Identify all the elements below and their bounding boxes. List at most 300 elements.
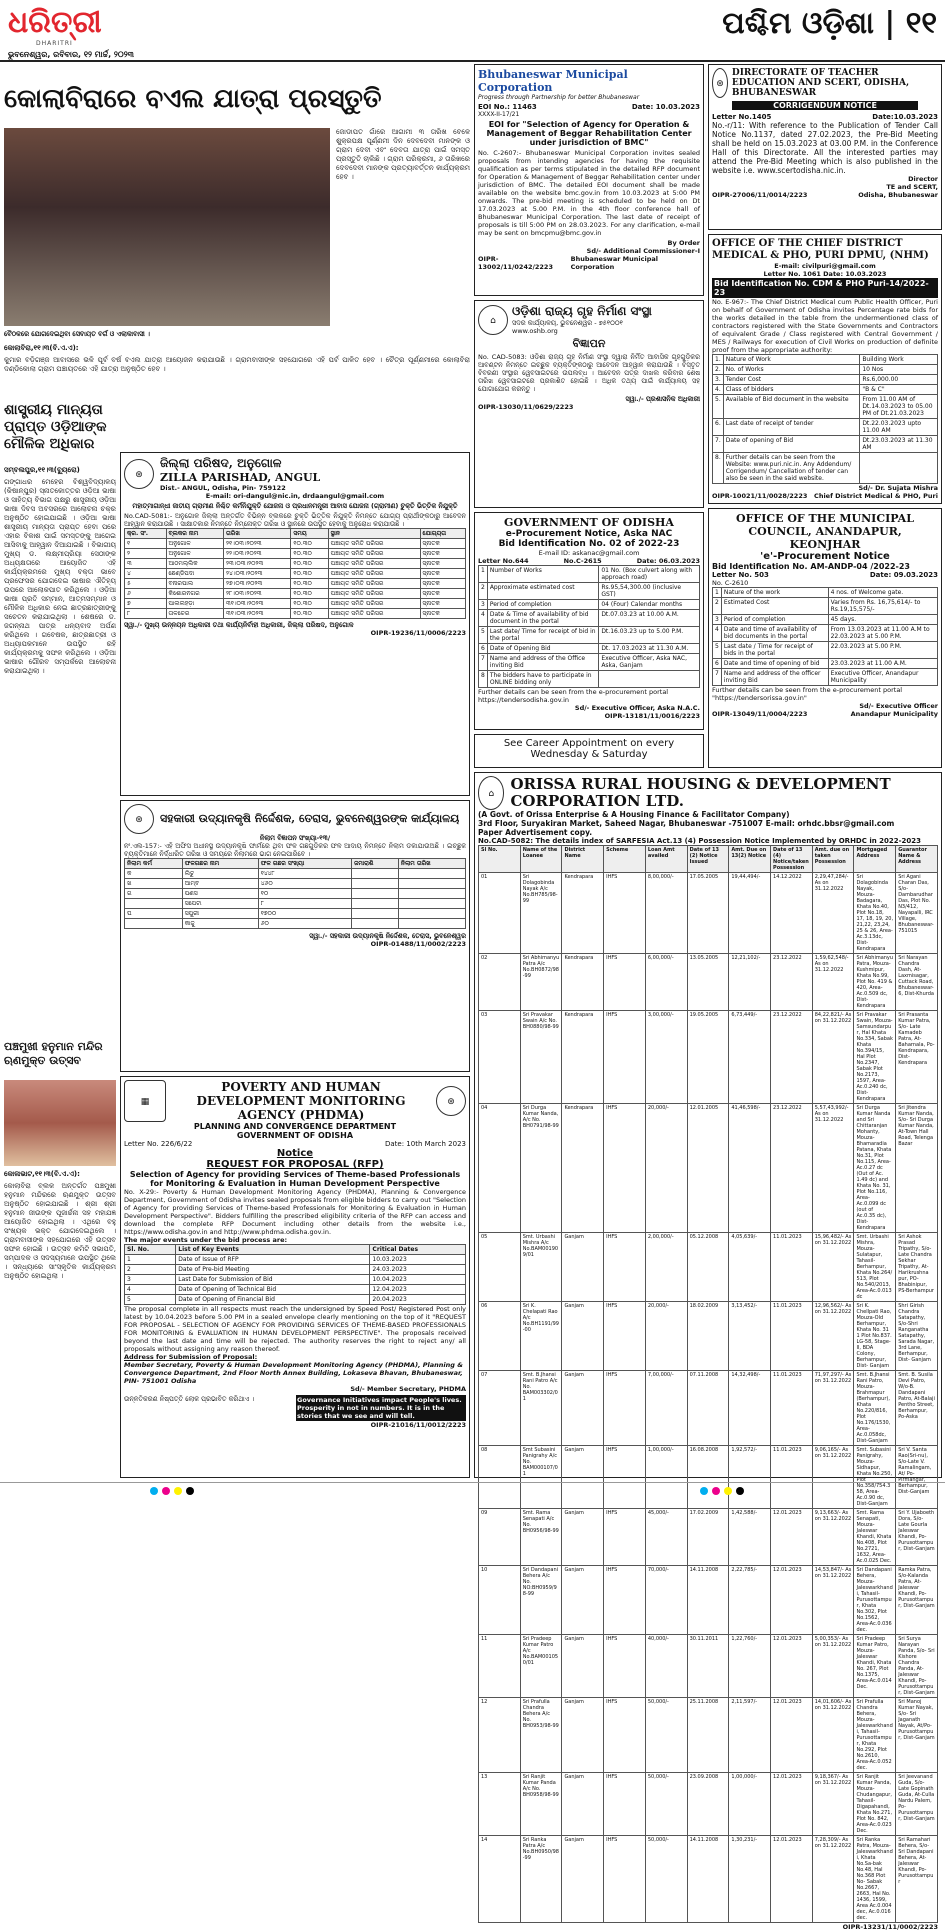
table-cell: ୧୦.୩୦ <box>291 609 328 619</box>
table-row <box>713 365 938 375</box>
table-cell: 70,000/- <box>645 1566 687 1635</box>
table-cell: 22.03.2023 at 5.00 P.M. <box>828 642 937 659</box>
table-row <box>479 1698 938 1773</box>
career-line2: Wednesday & Saturday <box>530 749 648 760</box>
table-cell: Ganjam <box>562 1509 604 1566</box>
table-row <box>125 1285 466 1295</box>
table-cell: 7,28,309/- As on 31.12.2022 <box>812 1836 854 1923</box>
table-row <box>713 419 938 436</box>
zp-sub: ମହାତ୍ମାଗାନ୍ଧୀ ଜାତୀୟ ଗ୍ରାମୀଣ ନିଶ୍ଚିତ କର୍ମନିଯୁକ୍ତି ଯୋଜନା ଓ ପ୍ରଧାନମନ୍ତ୍ରୀ ଆବାସ ଯୋଜନା (ଗ୍ରାମୀଣ) ଚୁକ୍ତି ଭିତ୍ତିକ ନିଯୁକ୍ତି <box>132 502 458 510</box>
table-cell: ପଞ୍ଚାୟତ ସମିତି ପରିସର <box>328 579 420 589</box>
table-cell: 9,06,165/- As on 31.12.2022 <box>812 1446 854 1509</box>
table-cell: ସ୍ନାତକ <box>420 579 466 589</box>
table-row <box>125 539 466 549</box>
cdmo-letter: Letter No. 1061 Date: 10.03.2023 <box>763 270 887 278</box>
orhdc-details: No.CAD-5082: The details index of SARFESIA Act.13 (4) Possession Notice Implemented by ORHDC in 2022-2023 <box>478 837 922 845</box>
table-cell: ଆଠମଲ୍ଲିକ <box>166 559 223 569</box>
table-row <box>713 436 938 453</box>
coop-title: ସହକାରୀ ଉଦ୍ୟାନକୃଷି ନିର୍ଦ୍ଦେଶକ, ତେରାସ, ଭୁବନେଶ୍ୱରଙ୍କ କାର୍ଯ୍ୟାଳୟ <box>160 812 460 825</box>
story3-body: କୋଲାବିରା ବ୍ଲକ ଅନ୍ତର୍ଗତ ପଞ୍ଚମୁଖୀ ହନୁମାନ ମନ୍ଦିରରେ ଋଣମୁକ୍ତ ଉତ୍ସବ ଅନୁଷ୍ଠିତ ହୋଇଯାଇଛି । ଶ୍ରୀ ଶ୍ରୀ ହନୁମାନ ଜୀଉଙ୍କ ପୂଜାର୍ଚ୍ଚନା ସହ ମହାଯଜ୍ଞ ଆୟୋଜିତ ହୋଇଥିଲା । ଏଥିରେ ବହୁ ସଂଖ୍ୟକ ଭକ୍ତ ଯୋଗଦେଇଥିଲେ । ଗ୍ରାମବାସୀଙ୍କ ସହଯୋଗରେ ଏହି ଉତ୍ସବ ସଫଳ ହୋଇଛି । ଉତ୍ସବ କମିଟି ସଭାପତି, ସମ୍ପାଦକ ଓ ସଦସ୍ୟମାନେ ଉପସ୍ଥିତ ଥିଲେ । ସନ୍ଧ୍ୟାରେ ସାଂସ୍କୃତିକ କାର୍ଯ୍ୟକ୍ରମ ଅନୁଷ୍ଠିତ ହୋଇଥିଲା । <box>4 1182 116 1280</box>
ohb-body: No. CAD-5083: ଓଡ଼ିଶା ରାଜ୍ୟ ଗୃହ ନିର୍ମାଣ ସଂସ୍ଥା ଦ୍ୱାରା ନିର୍ମିତ ଆବାସିକ ଗୃହଗୁଡ଼ିକର ଆବଣ୍ଟନ ନିମନ୍ତେ ଇଚ୍ଛୁକ ବ୍ୟକ୍ତିଙ୍କଠାରୁ ଆବେଦନ ଆହ୍ୱାନ କରାଯାଉଛି । ବିସ୍ତୃତ ବିବରଣୀ ସଂସ୍ଥାର ୱେବସାଇଟରେ ଉପଲବ୍ଧ । ଆବେଦନ ପତ୍ର ଦାଖଲ କରିବାର ଶେଷ ତାରିଖ ୱେବସାଇଟରେ ପ୍ରକାଶିତ ହୋଇଛି । ଅଧିକ ତଥ୍ୟ ପାଇଁ କାର୍ଯ୍ୟାଳୟ ସହ ଯୋଗାଯୋଗ କରନ୍ତୁ । <box>478 353 700 393</box>
section-title: ପଶ୍ଚିମ ଓଡ଼ିଶା | ୧୧ <box>722 6 937 41</box>
dateline: ଭୁବନେଶ୍ୱର, ରବିବାର, ୧୨ ମାର୍ଚ୍ଚ, ୨୦୨୩ <box>8 50 134 59</box>
table-cell: Date of Issue of RFP <box>176 1255 370 1265</box>
zp-dist: Dist.- ANGUL, Odisha, Pin- 759122 <box>160 484 286 492</box>
table-row <box>125 889 466 899</box>
table-cell: 1,00,000/- <box>645 1446 687 1509</box>
table-cell: 07.11.2008 <box>687 1371 729 1446</box>
table-cell: 1,59,62,548/- As on 31.12.2022 <box>812 954 854 1011</box>
table-cell: Sri Prafulla Chandra Behera A/c No. BH0953/98-99 <box>520 1698 562 1773</box>
table-cell: ୩୧।୦୩।୨୦୨୩ <box>224 609 291 619</box>
table-cell <box>352 879 399 889</box>
table-cell: Class of bidders <box>723 385 860 395</box>
black-registration-mark <box>736 1487 744 1495</box>
table-header-cell: Guarantor Name & Address <box>896 846 938 873</box>
table-cell: 11.01.2023 <box>771 1446 813 1509</box>
orhdc-addr: 3rd Floor, Suryakiran Market, Saheed Nagar, Bhubaneswar -751007 E-mail: orhdc.bbsr@gmail.com <box>478 819 895 828</box>
table-row <box>125 609 466 619</box>
table-cell: Sri Pradeep Kumar Patro, Mouza-Jaleswar Khandi, Khata No. 267, Plot No.1375, Area-Ac.0.014 Dec. <box>854 1635 896 1698</box>
table-cell: ୧୦.୩୦ <box>291 589 328 599</box>
table-cell: Date & Time of availability of bid document in the portal <box>487 610 598 627</box>
table-cell: ସ୍ନାତକ <box>420 539 466 549</box>
table-cell: 12.01.2023 <box>771 1509 813 1566</box>
table-cell: Sri Ranka Patra A/c No.BH0950/98-99 <box>520 1836 562 1923</box>
table-cell: ଅନୁଗୋଳ <box>166 539 223 549</box>
table-cell <box>352 889 399 899</box>
table-header-cell: Scheme <box>604 846 646 873</box>
bmc-tag: Progress through Partnership for better Bhubaneswar <box>478 94 640 101</box>
cyan-registration-mark <box>150 1487 158 1495</box>
table-header-cell: District Name <box>562 846 604 873</box>
table-cell: 2,29,47,284/- As on 31.12.2022 <box>812 873 854 954</box>
table-row <box>479 1233 938 1302</box>
table-cell: 13 <box>479 1773 521 1836</box>
table-cell: ଛେଣ୍ଡିପଦା <box>166 569 223 579</box>
orhdc-table <box>478 845 938 1923</box>
table-cell: Sri Dandapani Behera, Mouza-Jaleswarkhandi, Tahasil-Purusottampur, Khata No.302, Plot No.1562, Area-Ac.0.036 dec. <box>854 1566 896 1635</box>
table-cell: 10.03.2023 <box>370 1255 466 1265</box>
table-cell: 3,13,452/- <box>729 1302 771 1371</box>
table-cell: 30.11.2011 <box>687 1635 729 1698</box>
cdmo-sign2: Chief District Medical & PHO, Puri <box>814 492 938 500</box>
table-cell: IHFS <box>604 1509 646 1566</box>
table-row <box>479 671 700 688</box>
table-cell: ସପୁରୀ <box>182 909 258 919</box>
table-cell: IHFS <box>604 1566 646 1635</box>
cdmo-email: E-mail: civilpuri@gmail.com <box>774 262 876 270</box>
cdmo-bid: Bid Identification No. CDM & PHO Puri-14/2022-23 <box>712 278 938 298</box>
table-cell: 2 <box>713 598 722 615</box>
dte-letter: Letter No.1405 <box>712 113 772 121</box>
table-cell: Last date / Time for receipt of bids in the portal <box>721 642 828 659</box>
table-cell: Ganjam <box>562 1371 604 1446</box>
table-header-cell: ସମୟ <box>291 529 328 539</box>
phdma-rfp: REQUEST FOR PROPOSAL (RFP) <box>206 1159 384 1170</box>
ohb-notice: ବିଜ୍ଞାପନ <box>572 337 606 350</box>
bmc-body: No. C-2607:- Bhubaneswar Municipal Corporation invites sealed proposals from intending agencies for having the requisite qualification as per terms stipulated in the detailed RFP document for Operation & Management of Beggar Rehabilitation center under jurisdiction of BMC. The detailed EOI document shall be made available on the website bmc.gov.in from 10.03.2023 at 5:00 PM onwards. The pre-bid meeting is scheduled to be held on Dt 17.03.2023 at 5.00 P.M. in the 4th floor conference hall of Bhubaneswar Municipal Corporation. The last date of receipt of proposals is till 5:00 PM on 28.03.2023. For any clarification, e-mail may be sent on bmcpmu@bmc.gov.in <box>478 149 700 237</box>
table-cell: Sri Ranjit Kumar Panda, Mouza-Chudangapur, Tahasil- Digapahandi, Khata No.271, Plot No. 842, Area-Ac.0.023 Dec. <box>854 1773 896 1836</box>
bmc-sign3: Bhubaneswar Municipal Corporation <box>570 255 658 271</box>
orhdc-sub: (A Govt. of Orissa Enterprise & A Housing Finance & Facilitator Company) <box>478 810 790 819</box>
orhdc-oipr: OIPR-13231/11/0002/2223 <box>842 1923 938 1931</box>
table-header-cell: ଜମାରାଶି <box>352 859 399 869</box>
table-cell: ବନାରପାଲ <box>166 579 223 589</box>
table-cell: 23.12.2022 <box>771 1104 813 1233</box>
table-cell: 3 <box>713 615 722 625</box>
career-box <box>474 734 704 768</box>
table-cell: ୩୧।୦୩।୨୦୨୩ <box>224 599 291 609</box>
table-row <box>713 385 938 395</box>
phdma-dept: PLANNING AND CONVERGENCE DEPARTMENT <box>193 1122 397 1131</box>
phdma-sign: Sd/- Member Secretary, PHDMA <box>350 1385 466 1393</box>
table-cell: 16.08.2008 <box>687 1446 729 1509</box>
table-cell: 14 <box>479 1836 521 1923</box>
aska-advertisement <box>474 512 704 730</box>
table-cell <box>352 909 399 919</box>
table-cell: 1 <box>479 566 488 583</box>
table-cell: IHFS <box>604 954 646 1011</box>
table-cell: 1 <box>713 588 722 598</box>
table-cell: Sri Pravakar Swain, Mouza-Samsundarpur, Hal Khata No.334, Sabak Khata No.394/15, Hal Plot No.2347, Sabak Plot No.2173, 1597, Area-Ac.0.240 dc, Dist-Kendrapara <box>854 1011 896 1104</box>
table-cell: Sri Pradeep Kumar Patro A/c No.BAM001050/01 <box>520 1635 562 1698</box>
lead-dateline: କୋଲାବିରା,୧୧।୩(ବି.ଏ.ଏ): <box>4 344 79 352</box>
table-row <box>713 375 938 385</box>
table-cell: ୧ <box>125 539 167 549</box>
table-row <box>125 549 466 559</box>
table-cell: Sri Ashok Prasad Tripathy, S/o- Late Chandra Sekhar Tripathy, At-Harikrushna pur, PO-Bhabinipur, PS-Berhampur <box>896 1233 938 1302</box>
table-cell: Nature of Work <box>723 355 860 365</box>
bmc-org: Bhubaneswar Municipal Corporation <box>478 68 628 94</box>
ohb-title: ଓଡ଼ିଶା ରାଜ୍ୟ ଗୃହ ନିର୍ମାଣ ସଂସ୍ଥା <box>512 304 652 318</box>
table-cell: ଆମ୍ବ <box>182 879 258 889</box>
table-cell: Available of Bid document in the website <box>723 395 860 419</box>
table-row <box>713 615 938 625</box>
table-cell: ୮ <box>125 609 167 619</box>
table-header-cell: Name of the Loanee <box>520 846 562 873</box>
table-cell: IHFS <box>604 1233 646 1302</box>
table-cell: Further details can be seen from the Website: www.puri.nic.in. Any Addendum/ Corrigendum/ Cancellation of tender can also be seen in the said website. <box>723 453 860 484</box>
table-row <box>713 598 938 615</box>
table-cell: Date of Opening of Financial Bid <box>176 1295 370 1305</box>
table-cell: Smt. Urbashi Mishra A/c No.BAM001909/01 <box>520 1233 562 1302</box>
phdma-events-label: The major events under the bid process are: <box>124 1236 288 1244</box>
table-cell: Sri Dolagobinda Nayak, Mouza-Badagara, Khata No.40, Plot No.18, 17, 18, 19, 20, 21,22, 23,24, 25 & 26, Area-Ac.3.13dc, Dist- Kendrapara <box>854 873 896 954</box>
table-cell: Smt. Rama Senapati, Mouza-Jaleswar Khandi, Khata No.408, Plot No.2721, 1632, Area- Ac.0.025 Dec. <box>854 1509 896 1566</box>
phdma-rfp-title: Selection of Agency for providing Services of Theme-based Professionals for Monitoring & Evaluation in Human Development Perspective <box>129 1170 461 1188</box>
table-cell: 45,000/- <box>645 1509 687 1566</box>
table-header-cell: ସ୍ଥାନ <box>328 529 420 539</box>
table-cell: 20,000/- <box>645 1302 687 1371</box>
table-cell: 50,000/- <box>645 1698 687 1773</box>
table-cell: ସ୍ନାତକ <box>420 609 466 619</box>
magenta-registration-mark <box>712 1487 720 1495</box>
table-cell: 19,44,494/- <box>729 873 771 954</box>
table-cell: Date and time of opening of bid <box>721 659 828 669</box>
table-cell <box>599 671 700 688</box>
table-header-cell: Sl. No. <box>125 1245 176 1255</box>
table-cell: Executive Officer, Anandapur Municipality <box>828 669 937 686</box>
table-row <box>713 395 938 419</box>
table-cell: Number of Works <box>487 566 598 583</box>
dte-date: Date:10.03.2023 <box>872 113 938 121</box>
phdma-date: Date: 10th March 2023 <box>384 1140 466 1148</box>
table-cell: Dt.16.03.23 up to 5.00 P.M. <box>599 627 700 644</box>
table-cell: Ganjam <box>562 1446 604 1509</box>
table-cell: 5 <box>125 1295 176 1305</box>
story3-photo <box>4 1080 116 1166</box>
aska-gov: GOVERNMENT OF ODISHA <box>504 516 674 529</box>
aska-further: Further details can be seen from the e-procurement portal https://tendersodisha.gov.in <box>478 688 669 704</box>
table-cell: Name and address of the officer inviting Bid <box>721 669 828 686</box>
table-cell: 10 <box>479 1566 521 1635</box>
table-cell: Sri Dolagobinda Nayak A/c No.BH785/98-99 <box>520 873 562 954</box>
table-cell: Tender Cost <box>723 375 860 385</box>
table-cell: 2,00,000/- <box>645 1233 687 1302</box>
odisha-emblem-icon: ⊛ <box>436 1086 466 1116</box>
table-cell: Smt. Urbashi Mishra, Mouza-Sulatapur, Tahasil- Berhampur, Khata No.264/ 513, Plot No.540/2013, Area-Ac.0.013 dc <box>854 1233 896 1302</box>
table-cell: Date and time of availability of bid documents in the portal <box>721 625 828 642</box>
page-footer <box>0 1482 945 1498</box>
table-cell: 2,11,597/- <box>729 1698 771 1773</box>
table-row <box>479 566 700 583</box>
table-cell: ସ୍ନାତକ <box>420 559 466 569</box>
table-cell: ୧୦.୩୦ <box>291 559 328 569</box>
table-cell: Sri Ramahari Behera, S/o-Sri Dandapani Behera, At-Jaleswar Khandi, Po- Purusottampur <box>896 1836 938 1923</box>
table-row <box>479 644 700 654</box>
lead-body: କୁମାର ବଡ଼ିଗଞ୍ଜ ଆବାସରେ ଭଳି ପୂର୍ବ ବର୍ଷ ବଏଲ ଯାତ୍ରା ଆୟୋଜନ କରାଯାଉଛି । ଗ୍ରାମବାସୀଙ୍କ ସହଯୋଗରେ ଏହି ପର୍ବ ପାଳିତ ହେବ । ଚୈତ୍ର ପୂର୍ଣ୍ଣମୀରେ କୋଲାବିରା ଦଣ୍ଡିକୋଲା ଗ୍ରାମ ପଞ୍ଚାୟତରେ ଏହି ଯାତ୍ରା ଅନୁଷ୍ଠିତ ହେବ । <box>4 356 470 373</box>
anandapur-table <box>712 587 938 686</box>
table-cell: କ <box>125 869 183 879</box>
dte-sign1: Director <box>908 175 938 183</box>
table-row <box>479 1836 938 1923</box>
table-row <box>125 869 466 879</box>
table-cell: 14,01,606/- As on 31.12.2022 <box>812 1698 854 1773</box>
table-cell: 23.12.2022 <box>771 954 813 1011</box>
table-cell: ୧୦.୩୦ <box>291 539 328 549</box>
table-cell: Kendrapara <box>562 873 604 954</box>
table-cell: 6 <box>479 644 488 654</box>
table-row <box>713 588 938 598</box>
table-cell: 12.01.2023 <box>771 1836 813 1923</box>
dte-title: DIRECTORATE OF TEACHER EDUCATION AND SCERT, ODISHA, BHUBANESWAR <box>731 68 910 98</box>
story3-title: ପଞ୍ଚମୁଖୀ ହନୁମାନ ମନ୍ଦିର ଋଣମୁକ୍ତ ଉତ୍ସବ <box>4 1040 103 1067</box>
table-cell: Smt. B.Jhansi Rani Patro, Mouza-Brahmapur (Berhampur), Khata No.220/816, Plot No.176/1530, Area-Ac.0.058dc, Dist-Ganjam <box>854 1371 896 1446</box>
table-cell: 50,000/- <box>645 1836 687 1923</box>
table-cell: 14.11.2008 <box>687 1566 729 1635</box>
table-row <box>479 583 700 600</box>
table-cell: 7 <box>479 654 488 671</box>
story2-dateline: ସମ୍ବଲପୁର,୧୧।୩(ବ୍ୟୁରୋ) <box>4 466 80 474</box>
logo-subtext: DHARITRI <box>36 40 73 47</box>
table-cell: 7 <box>713 669 722 686</box>
table-cell: Dt.23.03.2023 at 11.30 AM <box>860 436 938 453</box>
table-cell: ୧୦.୩୦ <box>291 579 328 589</box>
dte-oipr: OIPR-27006/11/0014/2223 <box>712 191 808 199</box>
table-cell: 11.01.2023 <box>771 1371 813 1446</box>
table-cell: ୨୮।୦୩।୨୦୨୩ <box>224 589 291 599</box>
table-cell: Ramka Patra, S/o-Kalanda Patra, At-Jaleswar Khandi, Po-Purusottampur, Dist-Ganjam <box>896 1566 938 1635</box>
story3-dateline: କୋଳାଭାଟ,୧୧।୩(ବି.ଏ.ଏ): <box>4 1170 80 1178</box>
table-header-cell: Critical Dates <box>370 1245 466 1255</box>
table-cell: 12,21,102/- <box>729 954 771 1011</box>
table-cell: କିଶୋରନଗର <box>166 589 223 599</box>
bmc-ref: XXXX-II-17/21 <box>478 111 520 118</box>
table-cell: Approximate estimated cost <box>487 583 598 600</box>
table-cell: 23.12.2022 <box>771 1011 813 1104</box>
table-cell: 12.01.2023 <box>771 1773 813 1836</box>
table-cell: Sri Narayan Chandra Dash, At-Laxmisagar, Cuttack Road, Bhubaneswar-6, Dist-Khurda <box>896 954 938 1011</box>
table-cell <box>398 869 465 879</box>
table-cell: Sri Abhimanyu Patra A/c No.BH0872/98-99 <box>520 954 562 1011</box>
table-cell: IHFS <box>604 873 646 954</box>
table-cell: Sri Manoj Kumar Nayak, S/o- Sri Jaganath Nayak, At/Po-Purusottampur, Dist-Ganjam <box>896 1698 938 1773</box>
aska-email: E-mail ID: askanac@gmail.com <box>538 549 640 557</box>
bmc-oipr: OIPR-13002/11/0242/2223 <box>478 255 553 271</box>
emblem-icon: ⊛ <box>712 68 728 98</box>
phdma-body2: The proposal complete in all respects must reach the undersigned by Speed Post/ Registered Post only latest by 10.04.2023 before 5.00 PM in a sealed envelope clearly mentioning on the top of it "REQUEST FOR PROPOSAL - SELECTION OF AGENCY FOR PROVIDING SERVICES OF THEME-BASED PROFESSIONALS FOR MONITORING & EVALUATION IN HUMAN DEVELOPMENT PERSPECTIVE". The proposals received beyond the last date and time will be rejected. The authority reserves the right to reject any/ all proposals without assigning any reason thereof. <box>124 1305 466 1353</box>
table-row <box>125 909 466 919</box>
table-cell: 2 <box>125 1265 176 1275</box>
aska-oipr: OIPR-13181/11/0016/2223 <box>604 712 700 720</box>
table-cell: ସ୍ନାତକ <box>420 589 466 599</box>
table-cell <box>398 889 465 899</box>
coop-table <box>124 858 466 929</box>
story2-body: ଗଙ୍ଗାଧର ମେହେର ବିଶ୍ୱବିଦ୍ୟାଳୟ (କିଷାନ୍‌ପୁର) ସ୍ନାତକୋତ୍ତର ଓଡ଼ିଆ ଭାଷା ଓ ସାହିତ୍ୟ ବିଭାଗ ପକ୍ଷରୁ ଶାସ୍ତ୍ରୀୟ ଓଡ଼ିଆ ଭାଷା ଦିବସ ଅବସରରେ ଆଲୋଚନା ଚକ୍ର ଅନୁଷ୍ଠିତ ହୋଇଯାଇଛି । ଓଡ଼ିଆ ଭାଷା ଶାସ୍ତ୍ରୀୟ ମାନ୍ୟତା ପ୍ରାପ୍ତ ହେବା ପରେ ଏହାର ବିକାଶ ପାଇଁ ସମସ୍ତଙ୍କୁ ଆଗେଇ ଆସିବାକୁ ଆହ୍ୱାନ ଦିଆଯାଇଛି । ବିଭାଗୀୟ ମୁଖ୍ୟ ଡ. ଲକ୍ଷ୍ମୀପ୍ରିୟା ସେଠୀଙ୍କ ଅଧ୍ୟକ୍ଷତାରେ ଆୟୋଜିତ ଏହି କାର୍ଯ୍ୟକ୍ରମରେ ମୁଖ୍ୟ ବକ୍ତା ଭାବେ ପ୍ରଫେସର ଯୋଗଦେଇ ଭାଷାର ଐତିହ୍ୟ ଉପରେ ଆଲୋକପାତ କରିଥିଲେ । ଓଡ଼ିଆ ଭାଷା ପ୍ରତି ସମ୍ମାନ, ଆତ୍ମସମ୍ମାନ ଓ ମୌଳିକ ଅଧିକାର ନେଇ ଛାତ୍ରଛାତ୍ରୀଙ୍କୁ ସଚେତନ କରାଯାଇଥିଲା । ଶେଷରେ ଡ. ଜଗନ୍ନାଥ ପାତ୍ର ଧନ୍ୟବାଦ ଅର୍ପଣ କରିଥିଲେ । ଗବେଷକ, ଛାତ୍ରଛାତ୍ରୀ ଓ ଅଧ୍ୟାପକମାନେ ଉପସ୍ଥିତ ରହି କାର୍ଯ୍ୟକ୍ରମକୁ ସଫଳ କରିଥିଲେ । ଓଡ଼ିଆ ଭାଷାର ଗୌରବ ସମ୍ପର୍କରେ ଆଲୋଚନା କରାଯାଇଥିଲା । <box>4 478 116 675</box>
table-cell: Ganjam <box>562 1635 604 1698</box>
table-row <box>125 919 466 929</box>
table-row <box>713 355 938 365</box>
table-cell <box>125 919 183 929</box>
zp-table <box>124 528 466 619</box>
table-cell: Rs.6,000.00 <box>860 375 938 385</box>
table-cell: 50,000/- <box>645 1773 687 1836</box>
table-row <box>479 1371 938 1446</box>
zp-email: E-mail: ori-dangul@nic.in, drdaangul@gmail.com <box>205 492 385 500</box>
table-cell: 12.01.2005 <box>687 1104 729 1233</box>
table-header-cell: Amt. Due on 13(2) Notice <box>729 846 771 873</box>
table-cell: ୬୦ <box>258 919 351 929</box>
phdma-body: No. X-29:- Poverty & Human Development Monitoring Agency (PHDMA), Planning & Convergence Department, Government of Odisha invites sealed proposals from eligible bidders to carry out "Selection of Agency for providing Services of Theme-based Professionals for Monitoring & Evaluation in Human Development Perspective". Bidders fulfilling the prescribed eligibility criteria of the RFP can access and download the complete RFP Document including other details from the website i.e., https://www.odisha.gov.in and http://www.phdma.odisha.gov.in. <box>124 1188 466 1236</box>
table-cell: IHFS <box>604 1446 646 1509</box>
table-cell: Sri K. Chelapati Rao A/c No.BH1191/99-00 <box>520 1302 562 1371</box>
table-cell: 05.12.2008 <box>687 1233 729 1302</box>
phdma-tag1: ଉନ୍ନତିକରଣ ନିଷ୍ପତ୍ତି ଲୋକ ପ୍ରଭାବିତ କରିଥାଏ । <box>124 1395 255 1403</box>
table-cell: 08 <box>479 1446 521 1509</box>
aska-sub: e-Procurement Notice, Aska NAC <box>505 529 673 539</box>
table-row <box>125 1255 466 1265</box>
table-cell: 02 <box>479 954 521 1011</box>
table-cell: ୧୦.୩୦ <box>291 569 328 579</box>
phdma-table <box>124 1244 466 1305</box>
zp-advertisement <box>120 452 470 796</box>
table-cell: ପଞ୍ଚାୟତ ସମିତି ପରିସର <box>328 599 420 609</box>
table-cell: ପଞ୍ଚାୟତ ସମିତି ପରିସର <box>328 609 420 619</box>
table-row <box>479 1011 938 1104</box>
phdma-gov: GOVERNMENT OF ODISHA <box>236 1131 354 1140</box>
table-cell: 40,000/- <box>645 1635 687 1698</box>
table-cell: 5 <box>713 642 722 659</box>
table-cell <box>398 909 465 919</box>
table-cell: Shri Girish Chandra Satapathy, S/o-Shri Ranganatha Satapathy, Sarada Nagar, 3rd Lane, Berhampur, Dist- Ganjam <box>896 1302 938 1371</box>
table-cell: 07 <box>479 1371 521 1446</box>
lead-side-text: ଜୋଡାପତ ଗାଁରେ ଆଗାମୀ ୩ ତାରିଖ ବେଳେ ଶୁକ୍ରପକ୍ଷ ପୂର୍ଣ୍ଣମୀ ଦିନ ଦେବଦେବୀ ମାନଙ୍କ ଓ ଗ୍ରାମ ଦେବୀ ଏବଂ ଦେବତା ଯାତ୍ରା ପାଇଁ ସମସ୍ତ ପ୍ରସ୍ତୁତି ଚାଲିଛି । ଗ୍ରାମ ପରିକ୍ରମା, ୬ ତାରିଖରେ ଦେବଦେବୀ ମାନଙ୍କ ପ୍ରତ୍ୟାବର୍ତ୍ତନ କାର୍ଯ୍ୟକ୍ରମ ହେବ । <box>336 128 470 181</box>
zp-sign1: ସ୍ୱା./- ମୁଖ୍ୟ ଉନ୍ନୟନ ଅଧିକାରୀ ତଥା କାର୍ଯ୍ୟନିର୍ବାହୀ ଅଧିକାରୀ, ଜିଲ୍ଲା ପରିଷଦ, ଅନୁଗୋଳ <box>124 621 354 629</box>
table-cell: Dt.22.03.2023 upto 11.00 AM <box>860 419 938 436</box>
table-cell: Rs.95,54,300.00 (inclusive GST) <box>599 583 700 600</box>
table-cell: Last date of receipt of tender <box>723 419 860 436</box>
table-cell: 6 <box>713 659 722 669</box>
table-cell <box>352 919 399 929</box>
anandapur-date: Date: 09.03.2023 <box>869 571 938 579</box>
table-cell: The bidders have to participate in ONLINE bidding only <box>487 671 598 688</box>
table-cell: Dt. 17.03.2023 at 11.30 A.M. <box>599 644 700 654</box>
bmc-advertisement <box>474 64 704 296</box>
masthead <box>0 0 945 62</box>
table-cell: 14.11.2008 <box>687 1836 729 1923</box>
table-cell: Date of Opening Bid <box>487 644 598 654</box>
table-cell: 8. <box>713 453 724 484</box>
table-cell: ଖ <box>125 879 183 889</box>
table-cell: ୨୪।୦୩।୨୦୨୩ <box>224 569 291 579</box>
table-cell: 7,00,000/- <box>645 1371 687 1446</box>
table-cell: IHFS <box>604 1302 646 1371</box>
table-cell: ୧୭୦୦ <box>258 909 351 919</box>
table-cell: 20.04.2023 <box>370 1295 466 1305</box>
cyan-registration-mark <box>700 1487 708 1495</box>
table-cell: 6. <box>713 419 724 436</box>
table-cell: 6,73,449/- <box>729 1011 771 1104</box>
table-row <box>713 669 938 686</box>
table-cell: 8,00,000/- <box>645 873 687 954</box>
table-cell: 2 <box>479 583 488 600</box>
phdma-addr: Member Secretary, Poverty & Human Development Monitoring Agency (PHDMA), Planning & Convergence Department, 2nd Floor North Annex Building, Lokaseva Bhavan, Bhubaneswar, PIN- 751001 Odisha <box>124 1361 463 1385</box>
table-cell: 5,57,43,992/- As on 31.12.2022 <box>812 1104 854 1233</box>
table-row <box>713 453 938 484</box>
table-cell: 18.02.2009 <box>687 1302 729 1371</box>
table-cell: Sri Surya Narayan Panda, S/o- Sri Kishore Chandra Panda, At-Jaleswar Khandi, Po-Purusottampur, Dist-Ganjam <box>896 1635 938 1698</box>
table-cell: Kendrapara <box>562 954 604 1011</box>
zp-title-or: ଜିଲ୍ଲା ପରିଷଦ, ଅନୁଗୋଳ <box>160 456 282 470</box>
table-header-cell: ନିଲାମ ତାରିଖ <box>398 859 465 869</box>
table-header-cell: Amt. due on taken Possession <box>812 846 854 873</box>
table-cell: IHFS <box>604 1773 646 1836</box>
table-cell: 1,92,572/- <box>729 1446 771 1509</box>
table-cell <box>398 919 465 929</box>
table-cell: ୨ <box>125 549 167 559</box>
table-cell: 7. <box>713 436 724 453</box>
table-cell: Smt. B. Susila Devi Patro, W/o-B. Dandapani Patro, At-Balaji Pentho Street, Berhampur, Po-Aska <box>896 1371 938 1446</box>
coop-body: ନଂ.ଏଲ-157:- ଏହି ଅଫିସ ଅଧୀନସ୍ଥ ଉଦ୍ୟାନକୃଷି ଫାର୍ମରେ ଥିବା ଫଳ ଗଛଗୁଡ଼ିକର ଫଳ ଆଦାୟ ନିମନ୍ତେ ନିଲାମ ଡକାଯାଉଅଛି । ଇଚ୍ଛୁକ ବ୍ୟକ୍ତିମାନେ ନିର୍ଦ୍ଧାରିତ ତାରିଖ ଓ ସମୟରେ ନିଲାମରେ ଭାଗ ନେଇପାରିବେ । <box>124 842 466 858</box>
table-cell: 5. <box>713 395 724 419</box>
anandapur-sign1: Sd/- Executive Officer <box>859 702 938 710</box>
table-cell: ୭ <box>125 599 167 609</box>
table-cell: 14,32,498/- <box>729 1371 771 1446</box>
table-cell: ୪ <box>125 569 167 579</box>
table-cell: 25.11.2008 <box>687 1698 729 1773</box>
table-row <box>479 1302 938 1371</box>
anandapur-bid: Bid Identification No. AM-ANDP-04 /2022-23 <box>712 562 910 571</box>
anandapur-letter: Letter No. 503 <box>712 571 769 579</box>
table-cell: ୨୭।୦୩।୨୦୨୩ <box>224 579 291 589</box>
orhdc-logo-icon: ⌂ <box>478 776 504 810</box>
table-cell: ୫ <box>125 579 167 589</box>
table-cell: 1,42,588/- <box>729 1509 771 1566</box>
table-cell: 24.03.2023 <box>370 1265 466 1275</box>
table-cell: 2. <box>713 365 724 375</box>
table-cell: Sri Durga Kumar Nanda, A/c No. BH0791/98-99 <box>520 1104 562 1233</box>
